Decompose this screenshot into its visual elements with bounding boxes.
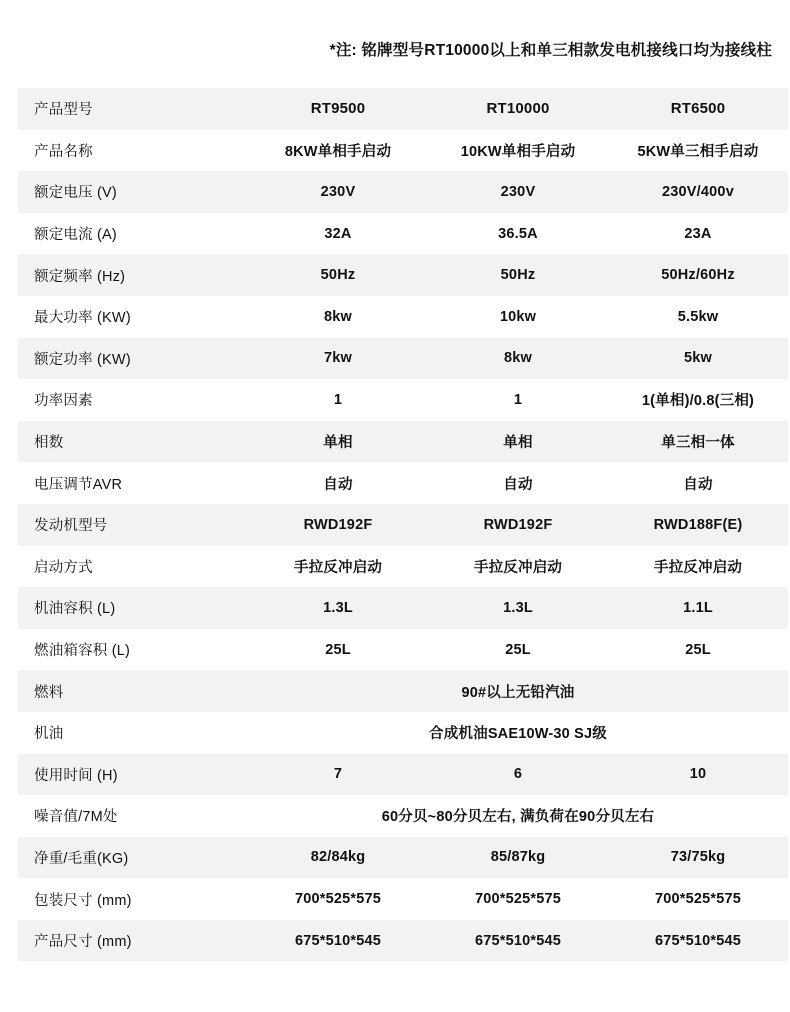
row-value: 10 — [608, 754, 788, 796]
table-row — [18, 130, 788, 172]
row-value: 23A — [608, 213, 788, 255]
table-body — [18, 88, 788, 961]
row-label: 使用时间 (H) — [18, 754, 248, 796]
table-row — [18, 795, 788, 837]
table-row — [18, 338, 788, 380]
footnote-text: *注: 铭牌型号RT10000以上和单三相款发电机接线口均为接线柱 — [329, 42, 772, 59]
row-value: RWD192F — [248, 504, 428, 546]
row-value: RWD188F(E) — [608, 504, 788, 546]
row-label: 额定频率 (Hz) — [18, 254, 248, 296]
row-label: 燃料 — [18, 670, 248, 712]
table-row — [18, 379, 788, 421]
row-label: 启动方式 — [18, 546, 248, 588]
row-label: 额定电压 (V) — [18, 171, 248, 213]
table-row — [18, 88, 788, 130]
row-value: 5kw — [608, 338, 788, 380]
row-label: 产品型号 — [18, 88, 248, 130]
row-label: 最大功率 (KW) — [18, 296, 248, 338]
table-row — [18, 670, 788, 712]
row-value: 单三相一体 — [608, 421, 788, 463]
table-row — [18, 296, 788, 338]
row-value: 手拉反冲启动 — [248, 546, 428, 588]
table-row — [18, 878, 788, 920]
row-value: 8KW单相手启动 — [248, 130, 428, 172]
row-value: 85/87kg — [428, 837, 608, 879]
row-label: 相数 — [18, 421, 248, 463]
row-value: 6 — [428, 754, 608, 796]
row-value: RT6500 — [608, 88, 788, 130]
table-row — [18, 462, 788, 504]
table-row — [18, 837, 788, 879]
row-value: 10kw — [428, 296, 608, 338]
row-label: 产品尺寸 (mm) — [18, 920, 248, 962]
table-row — [18, 754, 788, 796]
row-value: 手拉反冲启动 — [428, 546, 608, 588]
row-label: 电压调节AVR — [18, 462, 248, 504]
table-row — [18, 920, 788, 962]
row-label: 包装尺寸 (mm) — [18, 878, 248, 920]
row-label: 产品名称 — [18, 130, 248, 172]
row-value: 1 — [428, 379, 608, 421]
row-value: 82/84kg — [248, 837, 428, 879]
table-row — [18, 171, 788, 213]
row-value: 8kw — [428, 338, 608, 380]
row-label: 功率因素 — [18, 379, 248, 421]
row-value: 25L — [608, 629, 788, 671]
row-value: 1.1L — [608, 587, 788, 629]
row-label: 机油容积 (L) — [18, 587, 248, 629]
row-value: 单相 — [428, 421, 608, 463]
table-row — [18, 421, 788, 463]
row-value: 7kw — [248, 338, 428, 380]
row-label: 燃油箱容积 (L) — [18, 629, 248, 671]
row-value: 自动 — [608, 462, 788, 504]
row-value: RT9500 — [248, 88, 428, 130]
row-value: 50Hz — [428, 254, 608, 296]
row-value: 50Hz/60Hz — [608, 254, 788, 296]
row-label: 发动机型号 — [18, 504, 248, 546]
row-value: 36.5A — [428, 213, 608, 255]
row-label: 额定功率 (KW) — [18, 338, 248, 380]
row-value: 7 — [248, 754, 428, 796]
row-label: 额定电流 (A) — [18, 213, 248, 255]
row-value: 700*525*575 — [248, 878, 428, 920]
row-value: 5.5kw — [608, 296, 788, 338]
row-value: 25L — [248, 629, 428, 671]
row-value: 73/75kg — [608, 837, 788, 879]
row-value: 25L — [428, 629, 608, 671]
row-value: 单相 — [248, 421, 428, 463]
row-value: 230V — [428, 171, 608, 213]
row-value: 手拉反冲启动 — [608, 546, 788, 588]
row-value: 1(单相)/0.8(三相) — [608, 379, 788, 421]
specification-table — [18, 88, 788, 961]
table-row — [18, 629, 788, 671]
row-value: 1 — [248, 379, 428, 421]
row-value: RWD192F — [428, 504, 608, 546]
row-value: 230V — [248, 171, 428, 213]
table-row — [18, 546, 788, 588]
table-row — [18, 504, 788, 546]
row-label: 噪音值/7M处 — [18, 795, 248, 837]
row-value: 700*525*575 — [428, 878, 608, 920]
row-value: 自动 — [248, 462, 428, 504]
table-row — [18, 213, 788, 255]
row-value: 675*510*545 — [248, 920, 428, 962]
row-value: 60分贝~80分贝左右, 满负荷在90分贝左右 — [248, 795, 788, 837]
row-value: 32A — [248, 213, 428, 255]
row-value: 1.3L — [428, 587, 608, 629]
row-value: 自动 — [428, 462, 608, 504]
row-value: 1.3L — [248, 587, 428, 629]
row-value: 8kw — [248, 296, 428, 338]
row-value: 5KW单三相手启动 — [608, 130, 788, 172]
table-row — [18, 712, 788, 754]
row-value: 合成机油SAE10W-30 SJ级 — [248, 712, 788, 754]
row-label: 净重/毛重(KG) — [18, 837, 248, 879]
row-value: 700*525*575 — [608, 878, 788, 920]
row-value: 50Hz — [248, 254, 428, 296]
table-row — [18, 254, 788, 296]
row-value: 10KW单相手启动 — [428, 130, 608, 172]
table-row — [18, 587, 788, 629]
row-value: 675*510*545 — [428, 920, 608, 962]
row-value: RT10000 — [428, 88, 608, 130]
row-value: 90#以上无铅汽油 — [248, 670, 788, 712]
row-value: 675*510*545 — [608, 920, 788, 962]
row-label: 机油 — [18, 712, 248, 754]
row-value: 230V/400v — [608, 171, 788, 213]
